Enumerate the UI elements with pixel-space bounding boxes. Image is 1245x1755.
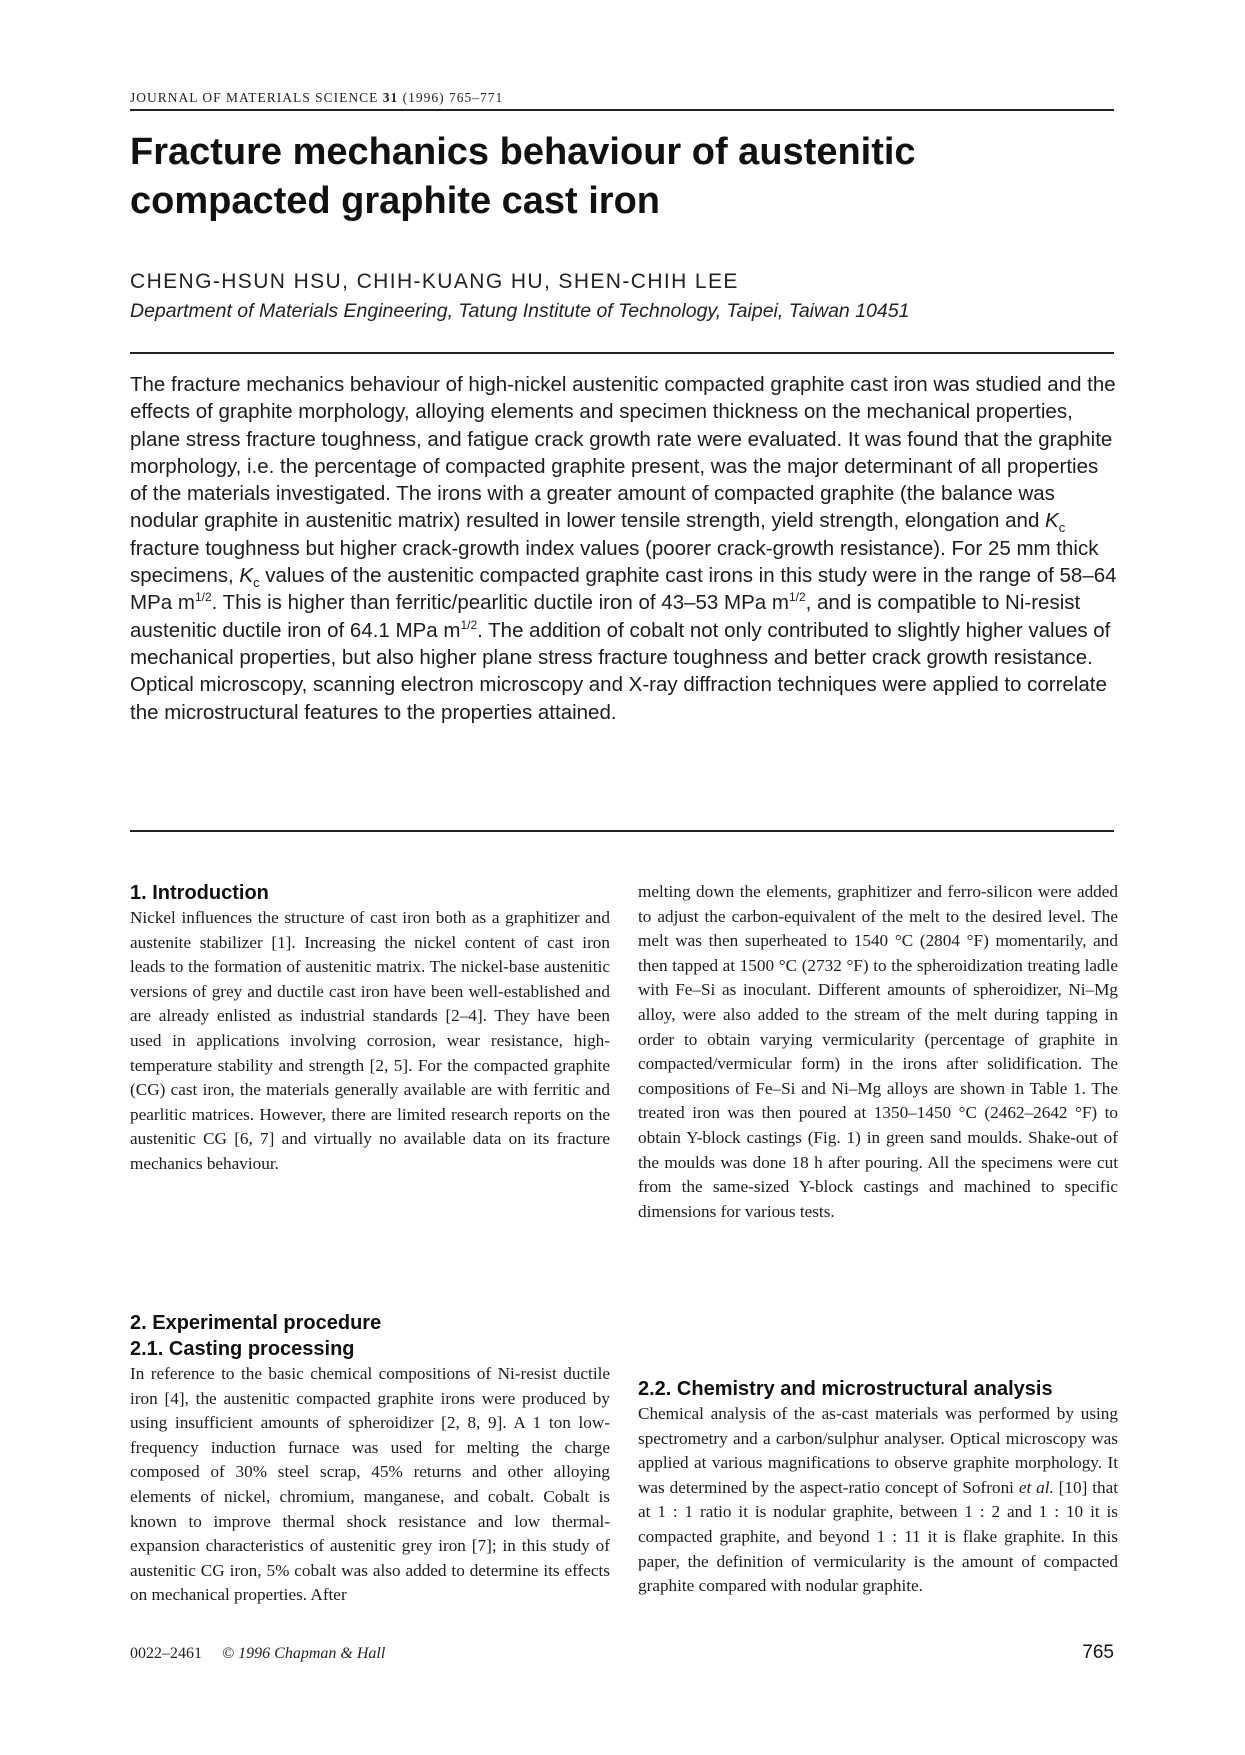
footer-copyright [130, 1645, 385, 1663]
kc-symbol-2: K [239, 564, 254, 588]
abstract-text-5: , and is compatible to Ni-resist austenitic ductile iron of 64.1 MPa m [130, 591, 1081, 642]
exponent-1: 1/2 [194, 590, 212, 605]
abstract-text-2: fracture toughness but higher crack-growth index values (poorer crack-growth resistance). For 25 mm thick specimens, [130, 536, 1099, 588]
chemistry-text [638, 1402, 1118, 1599]
right-column-chemistry [638, 1376, 1118, 1599]
experimental-heading: 2. Experimental procedure [130, 1312, 382, 1334]
header-rule [130, 109, 1114, 111]
journal-header [130, 90, 1114, 106]
abstract-top-rule [130, 352, 1114, 354]
casting-text: In reference to the basic chemical compositions of Ni-resist ductile iron [4], the austenitic compacted graphite irons were produced by using insufficient amounts of spheroidizer [2, 8, 9]. A 1 ton low-frequency induction furnace was used for melting the charge composed of 30% steel scrap, 45% returns and other alloying elements of nickel, chromium, manganese, and cobalt. Cobalt is known to improve thermal shock resistance and low thermal-expansion characteristics of austenitic grey iron [7]; in this study of austenitic CG iron, 5% cobalt was also added to determine its effects on mechanical properties. After [130, 1364, 610, 1605]
abstract-text-4: . This is higher than ferritic/pearlitic ductile iron of 43–53 MPa m [211, 591, 789, 615]
left-column-experimental [130, 1310, 610, 1608]
title-line-2: compacted graphite cast iron [130, 180, 661, 222]
abstract [130, 371, 1118, 726]
abstract-text-6: . The addition of cobalt not only contributed to slightly higher values of mechanical properties, but also higher plane stress fracture toughness and better crack growth resistance. Optical microscopy, scanning electron microscopy and X-ray diffraction techniques were applied to correlate the microstructural features to the properties attained. [130, 618, 1111, 724]
casting-continued-text: melting down the elements, graphitizer and ferro-silicon were added to adjust the carbon-equivalent of the melt to the desired level. The melt was then superheated to 1540 °C (2804 °F) momentarily, and then tapped at 1500 °C (2732 °F) to the spheroidization treating ladle with Fe–Si as inoculant. Different amounts of spheroidizer, Ni–Mg alloy, were also added to the stream of the melt during tapping in order to obtain varying vermicularity (percentage of graphite in compacted/vermicular form) in the irons after solidification. The compositions of Fe–Si and Ni–Mg alloys are shown in Table 1. The treated iron was then poured at 1350–1450 °C (2462–2642 °F) to obtain Y-block castings (Fig. 1) in green sand moulds. Shake-out of the moulds was done 18 h after pouring. All the specimens were cut from the same-sized Y-block castings and machined to specific dimensions for various tests. [638, 882, 1118, 1221]
copyright: © 1996 Chapman & Hall [222, 1645, 386, 1662]
issn: 0022–2461 [130, 1645, 202, 1662]
right-column-casting [638, 880, 1118, 1224]
kc-subscript-1: c [1058, 520, 1066, 536]
casting-heading: 2.1. Casting processing [130, 1338, 355, 1360]
journal-name: JOURNAL OF MATERIALS SCIENCE [130, 90, 379, 105]
author-list: CHENG-HSUN HSU, CHIH-KUANG HU, SHEN-CHIH LEE [130, 270, 739, 293]
abstract-text-3: values of the austenitic compacted graphite cast irons in this study were in the range of 58–64 MPa m [130, 564, 1117, 615]
affiliation: Department of Materials Engineering, Tatung Institute of Technology, Taipei, Taiwan 10451 [130, 300, 910, 322]
introduction-heading: 1. Introduction [130, 882, 269, 904]
article-title [130, 128, 1114, 226]
chemistry-text-b: [10] that at 1 : 1 ratio it is nodular graphite, between 1 : 2 and 1 : 10 it is compacted graphite, and beyond 1 : 11 it is flake graphite. In this paper, the definition of vermicularity is the amount of compacted graphite compared with nodular graphite. [638, 1477, 1118, 1596]
abstract-bottom-rule [130, 830, 1114, 832]
journal-year-pages: (1996) 765–771 [402, 90, 504, 105]
kc-symbol-1: K [1045, 509, 1059, 533]
exponent-2: 1/2 [788, 590, 806, 605]
page-number: 765 [1082, 1642, 1114, 1663]
chemistry-heading: 2.2. Chemistry and microstructural analysis [638, 1378, 1053, 1400]
chemistry-text-a: Chemical analysis of the as-cast materials was performed by using spectrometry and a carbon/sulphur analyser. Optical microscopy was applied at various magnifications to observe graphite morphology. It was determined by the aspect-ratio concept of Sofroni [638, 1404, 1118, 1497]
abstract-text-1: The fracture mechanics behaviour of high-nickel austenitic compacted graphite cast iron was studied and the effects of graphite morphology, alloying elements and specimen thickness on the mechanical properties, plane stress fracture toughness, and fatigue crack growth rate were evaluated. It was found that the graphite morphology, i.e. the percentage of compacted graphite present, was the major determinant of all properties of the materials investigated. The irons with a greater amount of compacted graphite (the balance was nodular graphite in austenitic matrix) resulted in lower tensile strength, yield strength, elongation and [130, 373, 1116, 533]
et-al: et al. [1018, 1477, 1054, 1497]
kc-subscript-2: c [253, 575, 260, 591]
journal-volume: 31 [382, 90, 399, 105]
left-column-intro [130, 880, 610, 1177]
introduction-text: Nickel influences the structure of cast iron both as a graphitizer and austenite stabilizer [1]. Increasing the nickel content of cast iron leads to the formation of austenitic matrix. The nickel-base austenitic versions of grey and ductile cast iron have been well-established and are already enlisted as industrial standards [2–4]. They have been used in applications involving corrosion, wear resistance, high-temperature stability and strength [2, 5]. For the compacted graphite (CG) cast iron, the materials generally available are with ferritic and pearlitic matrices. However, there are limited research reports on the austenitic CG [6, 7] and virtually no available data on its fracture mechanics behaviour. [130, 908, 610, 1173]
title-line-1: Fracture mechanics behaviour of austenitic [130, 131, 916, 173]
exponent-3: 1/2 [460, 617, 478, 632]
